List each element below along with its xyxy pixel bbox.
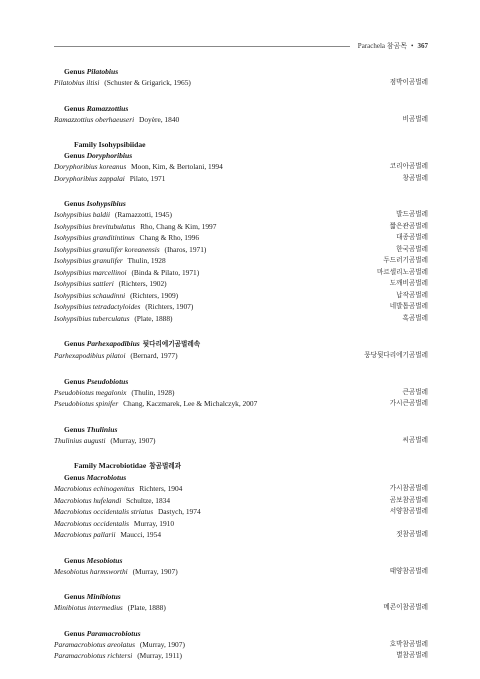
species-author: (Murray, 1907) — [108, 435, 156, 445]
species-korean-name: 가시참곰벌레 — [389, 484, 428, 492]
genus-heading — [54, 376, 428, 387]
species-author: (Richters, 1907) — [143, 302, 194, 311]
species-korean-name: 가시큰곰벌레 — [389, 399, 428, 407]
species-author: Chang & Rho, 1996 — [137, 233, 200, 242]
species-author: Richters, 1904 — [137, 484, 183, 493]
family-name: Family Isohypsibiidae — [74, 140, 146, 149]
species-entry — [54, 529, 428, 541]
species-author: (Richters, 1902) — [116, 279, 167, 288]
species-author: Doyère, 1840 — [137, 114, 180, 124]
species-author: (Thulin, 1928) — [129, 387, 175, 397]
species-entry — [54, 209, 428, 221]
species-scientific-name: Isohypsibius granulifer koreanensis — [54, 244, 160, 254]
species-korean-name: 두드러기곰벌레 — [383, 256, 428, 264]
species-korean-name: 한국곰벌레 — [396, 244, 428, 253]
species-korean-name: 대종곰벌레 — [396, 233, 428, 241]
species-scientific-name: Isohypsibius tuberculatus — [54, 313, 130, 323]
species-author: (Ramazzotti, 1945) — [113, 210, 172, 219]
species-korean-name: 점박이곰벌레 — [389, 78, 428, 86]
species-author: (Plate, 1888) — [132, 313, 173, 323]
species-entry — [54, 290, 428, 302]
taxon-block — [54, 103, 428, 126]
genus-heading — [54, 66, 428, 77]
genus-heading — [54, 198, 428, 209]
species-entry — [54, 398, 428, 410]
genus-label: Genus — [64, 555, 87, 565]
taxon-block — [54, 460, 428, 541]
species-author: Schultze, 1834 — [124, 495, 171, 505]
species-author: (Murray, 1911) — [135, 651, 183, 660]
genus-name: Minibiotus — [86, 592, 121, 601]
species-korean-name: 코리아곰벌레 — [389, 162, 428, 170]
species-author: (Iharos, 1971) — [162, 244, 207, 254]
species-korean-name: 호박참곰벌레 — [389, 639, 428, 648]
genus-name: Ramazzottius — [86, 103, 129, 113]
species-entry — [54, 387, 428, 399]
species-scientific-name: Macrobiotus echinogenitus — [54, 484, 135, 493]
genus-name: Pseudobiotus — [86, 376, 129, 386]
species-scientific-name: Pilatobius iltisi — [54, 78, 100, 87]
taxon-block — [54, 198, 428, 324]
species-author: (Schuster & Grigarick, 1965) — [102, 78, 191, 87]
taxon-list — [54, 66, 428, 676]
species-entry — [54, 506, 428, 518]
genus-name: Paramacrobiotus — [86, 628, 141, 638]
species-korean-name: 마르셀리노곰벌레 — [377, 267, 428, 276]
species-korean-name: 발드곰벌레 — [396, 210, 428, 218]
species-entry — [54, 301, 428, 313]
species-scientific-name: Macrobiotus occidentalis — [54, 518, 130, 528]
genus-heading — [54, 424, 428, 435]
genus-name: Macrobiotus — [86, 473, 127, 482]
species-author: (Murray, 1907) — [130, 566, 178, 576]
species-scientific-name: Isohypsibius marcellinoi — [54, 267, 127, 277]
species-scientific-name: Paramacrobiotus areolatus — [54, 639, 135, 649]
species-author: Rho, Chang & Kim, 1997 — [138, 221, 217, 231]
genus-korean-name: 뒷다리에기곰벌레속 — [142, 340, 201, 348]
header-rule — [54, 46, 350, 47]
species-korean-name: 서양참곰벌레 — [389, 507, 428, 515]
species-korean-name: 뭉당뒷다리에기곰벌레 — [364, 351, 428, 359]
genus-heading — [54, 591, 428, 602]
species-scientific-name: Isohypsibius tetradactyloides — [54, 302, 141, 311]
species-scientific-name: Isohypsibius granulifer — [54, 256, 123, 265]
taxon-block — [54, 66, 428, 89]
species-korean-name: 납작곰벌레 — [396, 290, 428, 299]
species-korean-name: 씨곰벌레 — [402, 435, 428, 444]
genus-label: Genus — [64, 199, 87, 208]
species-author: (Richters, 1909) — [128, 290, 179, 300]
taxon-block — [54, 628, 428, 662]
species-entry — [54, 602, 428, 614]
species-korean-name: 짧은관곰벌레 — [389, 221, 428, 230]
species-entry — [54, 114, 428, 126]
genus-heading — [54, 628, 428, 639]
species-entry — [54, 495, 428, 507]
genus-label: Genus — [64, 339, 87, 348]
running-header — [54, 41, 428, 53]
species-author: (Bernard, 1977) — [128, 351, 178, 360]
species-scientific-name: Ramazzottius oberhaeuseri — [54, 114, 135, 124]
taxon-block — [54, 139, 428, 184]
genus-label: Genus — [64, 628, 87, 638]
species-entry — [54, 255, 428, 267]
species-entry — [54, 232, 428, 244]
species-scientific-name: Isohypsibius schaudinni — [54, 290, 126, 300]
family-heading — [54, 460, 428, 472]
genus-name: Doryphoribius — [86, 151, 133, 160]
species-entry — [54, 221, 428, 233]
genus-heading — [54, 338, 428, 350]
species-scientific-name: Minibiotus intermedius — [54, 603, 123, 612]
species-author: (Plate, 1888) — [125, 603, 166, 612]
species-scientific-name: Isohypsibius sattleri — [54, 279, 114, 288]
genus-label: Genus — [64, 473, 87, 482]
species-scientific-name: Parhexapodibius pilatoi — [54, 351, 126, 360]
species-scientific-name: Isohypsibius baldii — [54, 210, 111, 219]
species-author: (Binda & Pilato, 1971) — [129, 267, 200, 277]
genus-label: Genus — [64, 424, 87, 434]
species-entry — [54, 313, 428, 325]
genus-label: Genus — [64, 592, 87, 601]
species-entry — [54, 639, 428, 651]
species-author: Dastych, 1974 — [156, 507, 201, 516]
species-korean-name: 도깨비곰벌레 — [389, 279, 428, 287]
species-author: Chang, Kaczmarek, Lee & Michalczyk, 2007 — [121, 399, 258, 408]
header-text — [358, 41, 428, 51]
species-korean-name: 창곰벌레 — [402, 173, 428, 182]
species-korean-name: 별참곰벌레 — [396, 651, 428, 659]
species-korean-name: 네발톱곰벌레 — [389, 302, 428, 310]
species-entry — [54, 435, 428, 447]
species-korean-name: 메콘이참곰벌레 — [383, 603, 428, 611]
species-scientific-name: Isohypsibius brevitubulatus — [54, 221, 136, 231]
running-title: Parachela 참곰목 — [357, 42, 408, 50]
genus-label: Genus — [64, 376, 87, 386]
genus-name: Pilatobius — [86, 67, 119, 76]
species-korean-name: 비곰벌레 — [402, 114, 428, 123]
species-scientific-name: Paramacrobiotus richtersi — [54, 651, 133, 660]
species-korean-name: 곰보참곰벌레 — [389, 495, 428, 504]
species-scientific-name: Pseudobiotus spinifer — [54, 399, 119, 408]
species-scientific-name: Macrobiotus occidentalis striatus — [54, 507, 154, 516]
genus-name: Thulinius — [86, 424, 118, 434]
taxon-block — [54, 376, 428, 410]
taxon-block — [54, 424, 428, 447]
family-korean-name: 참곰벌레과 — [149, 462, 182, 470]
species-scientific-name: Thulinius augusti — [54, 435, 106, 445]
genus-heading — [54, 103, 428, 114]
family-name: Family Macrobiotidae — [74, 461, 147, 470]
species-entry — [54, 350, 428, 362]
page-number: 367 — [417, 42, 428, 50]
genus-heading — [54, 472, 428, 483]
genus-label: Genus — [64, 103, 87, 113]
family-heading — [54, 139, 428, 150]
species-author: (Murray, 1907) — [137, 639, 185, 649]
taxon-block — [54, 591, 428, 614]
species-entry — [54, 77, 428, 89]
species-entry — [54, 267, 428, 279]
species-entry — [54, 483, 428, 495]
genus-heading — [54, 150, 428, 161]
species-entry — [54, 173, 428, 185]
header-bullet: • — [411, 42, 414, 50]
taxon-block — [54, 338, 428, 362]
species-author: Moon, Kim, & Bertolani, 1994 — [129, 162, 223, 171]
species-entry — [54, 161, 428, 173]
species-entry — [54, 278, 428, 290]
species-entry — [54, 518, 428, 530]
species-korean-name: 젓참곰벌레 — [396, 530, 428, 538]
genus-name: Parhexapodibius — [86, 339, 140, 348]
species-entry — [54, 650, 428, 662]
species-scientific-name: Pseudobiotus megalonix — [54, 387, 127, 397]
taxon-block — [54, 555, 428, 578]
genus-name: Isohypsibius — [86, 199, 126, 208]
species-author: Pilato, 1971 — [127, 173, 166, 183]
species-scientific-name: Isohypsibius granditintinus — [54, 233, 135, 242]
species-entry — [54, 566, 428, 578]
genus-label: Genus — [64, 67, 87, 76]
species-korean-name: 혹곰벌레 — [402, 313, 428, 322]
species-entry — [54, 244, 428, 256]
species-author: Maucci, 1954 — [118, 530, 162, 539]
species-korean-name: 태양참곰벌레 — [389, 566, 428, 575]
genus-heading — [54, 555, 428, 566]
species-author: Murray, 1910 — [132, 518, 175, 528]
species-scientific-name: Doryphoribius koreanus — [54, 162, 127, 171]
genus-label: Genus — [64, 151, 87, 160]
species-scientific-name: Doryphoribius zappalai — [54, 173, 125, 183]
genus-name: Mesobiotus — [86, 555, 123, 565]
species-scientific-name: Macrobiotus pallarii — [54, 530, 116, 539]
species-author: Thulin, 1928 — [125, 256, 166, 265]
species-scientific-name: Mesobiotus harmsworthi — [54, 566, 128, 576]
species-korean-name: 큰곰벌레 — [402, 387, 428, 396]
species-scientific-name: Macrobiotus hufelandi — [54, 495, 122, 505]
